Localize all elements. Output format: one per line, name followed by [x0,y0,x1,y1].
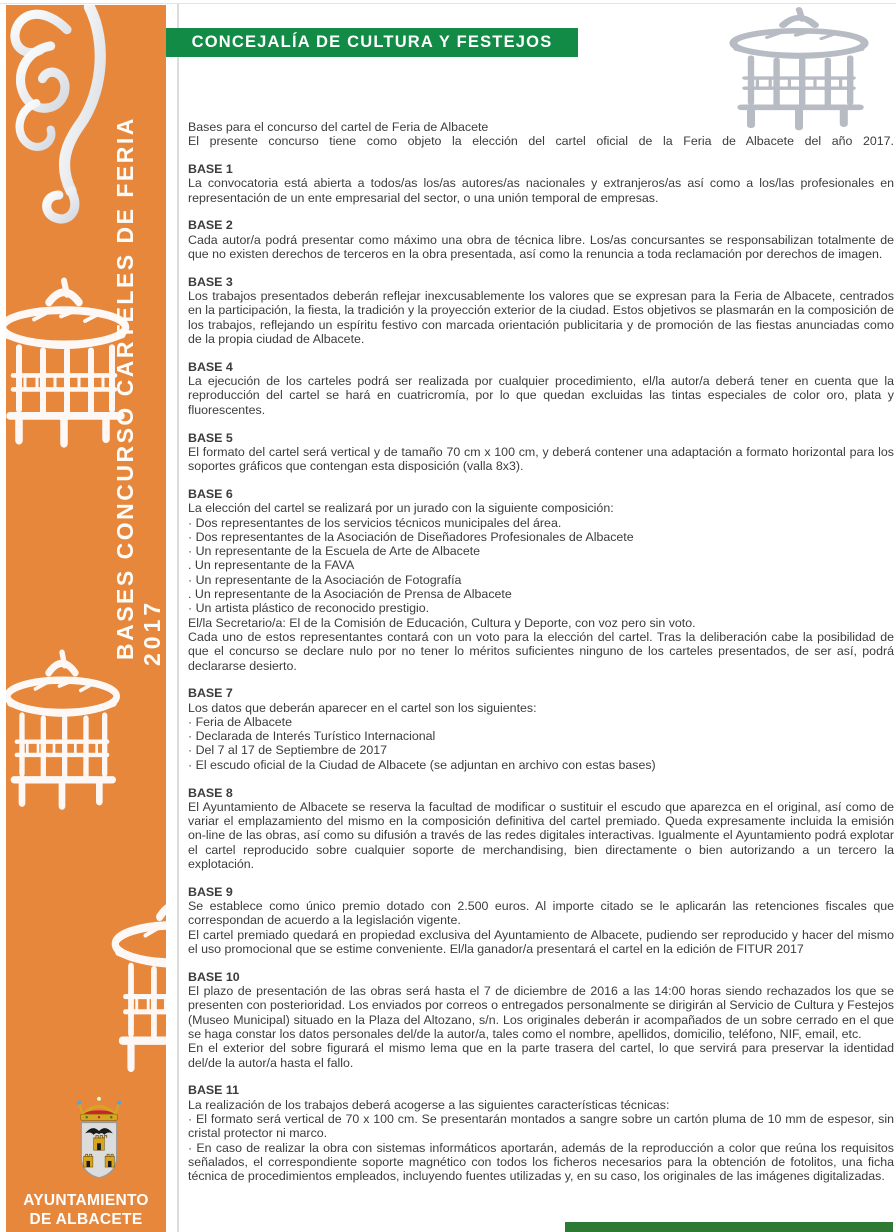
organization-name-line1: AYUNTAMIENTO [23,1192,149,1209]
section-heading: BASE 2 [188,218,233,233]
document-section [188,360,894,417]
paragraph: El Ayuntamiento de Albacete se reserva la facultad de modificar o sustituir el escudo que aparezca en el original, así como de variar el emplazamiento del mismo en la composición definitiva del cartel premiado. Queda expresamente incluida la emisión on-line de las obras, así como su difusión a través de las redes digitales interactivas. Igualmente el Ayuntamiento podrá explotar el cartel reproducido sobre cualquier soporte de merchandising, bien directamente o bien autorizando a un tercero la explotación. [188,799,894,872]
paragraph: · Dos representantes de la Asociación de Diseñadores Profesionales de Albacete [188,529,634,544]
paragraph: · Declarada de Interés Turístico Internacional [188,729,436,744]
document-section [188,275,894,346]
paragraph: El cartel premiado quedará en propiedad exclusiva del Ayuntamiento de Albacete, pudiendo ser reproducido y hacer del mismo el uso promocional que se estime conveniente. El/la ganador/a presentará el cartel en la edición de FITUR 2017 [188,927,894,957]
document-section [188,885,894,956]
organization-name [6,1191,166,1229]
section-heading: BASE 1 [188,162,233,177]
document-content [188,120,894,1184]
section-heading: BASE 4 [188,359,233,374]
paragraph: La ejecución de los carteles podrá ser realizada por cualquier procedimiento, el/la autor/a deberá tener en cuenta que la reproducción del cartel se hará en cuatricromía, por lo que quedan excluidas las tintas especiales de color oro, plata y fluorescentes. [188,374,894,417]
paragraph: En el exterior del sobre figurará el mismo lema que en la parte trasera del cartel, lo que servirá para preservar la identidad del/de la autor/a hasta el fallo. [188,1041,894,1070]
document-section [188,1083,894,1183]
section-heading: BASE 9 [188,884,233,899]
section-heading: BASE 6 [188,486,233,501]
page-top-border [0,3,896,4]
paragraph: · Un representante de la Asociación de Fotografía [188,572,462,587]
paragraph: . Un representante de la Asociación de Prensa de Albacete [188,587,512,602]
gazebo-sketch-icon [88,888,166,1078]
footer-bar [565,1222,893,1232]
paragraph: · Del 7 al 17 de Septiembre de 2017 [188,743,388,758]
document-section [188,431,894,474]
section-heading: BASE 3 [188,274,233,289]
sidebar-separator-line [177,4,179,1232]
paragraph: Se establece como único premio dotado con 2.500 euros. Al importe citado se le aplicarán las retenciones fiscales que correspondan de acuerdo a la legislación vigente. [188,899,894,928]
document-section [188,487,894,673]
paragraph: El/la Secretario/a: El de la Comisión de Educación, Cultura y Deporte, con voz pero sin voto. [188,615,696,630]
gazebo-sketch-icon [703,6,895,132]
sidebar-vertical-title: BASES CONCURSO CARTELES DE FERIA [112,116,138,660]
paragraph: · Feria de Albacete [188,714,293,729]
paragraph: · Un artista plástico de reconocido prestigio. [188,601,430,616]
paragraph: Cada autor/a podrá presentar como máximo una obra de técnica libre. Los/as concursantes se responsabilizan totalmente de que no existen derechos de terceros en la obra presentada, así como la renuncia a toda reclamación por derechos de imagen. [188,232,894,262]
sidebar-vertical-year: 2017 [139,598,165,666]
intro-line: El presente concurso tiene como objeto la elección del cartel oficial de la Feria de Albacete del año 2017. [188,134,894,149]
section-heading: BASE 7 [188,686,233,701]
sections [188,162,894,1183]
paragraph: El formato del cartel será vertical y de tamaño 70 cm x 100 cm, y deberá contener una adaptación a formato horizontal para los soportes gráficos que contengan esta disposición (valla 8x3). [188,444,894,474]
paragraph: · El escudo oficial de la Ciudad de Albacete (se adjuntan en archivo con estas bases) [188,757,656,772]
organization-name-line2: DE ALBACETE [29,1211,143,1228]
paragraph: Cada uno de estos representantes contará con un voto para la elección del cartel. Tras la deliberación cabe la posibilidad de que el concurso se declare nulo por no tener lo méritos suficientes ninguno de los carteles presentados, de ser así, podrá declararse desierto. [188,629,894,673]
document-section [188,786,894,872]
gazebo-sketch-icon [6,648,142,812]
document-section [188,218,894,261]
paragraph: · Un representante de la Escuela de Arte de Albacete [188,544,481,559]
paragraph: · En caso de realizar la obra con sistemas informáticos aportarán, además de la reproducción a color que reúna los requisitos señalados, el correspondiente soporte magnético con todos los ficheros necesarios para la obtención de fotolitos, una ficha técnica de procedimientos empleados, incluyendo fuentes utilizadas y, en su caso, los originales de las imágenes digitalizadas. [188,1140,894,1184]
document-section [188,686,894,772]
document-section [188,970,894,1070]
section-heading: BASE 8 [188,785,233,800]
paragraph: Los trabajos presentados deberán reflejar inexcusablemente los valores que se expresan para la Feria de Albacete, centrados en la participación, la fiesta, la tradición y la proyección exterior de la ciudad. Estos objetivos se plasmarán en la composición de los trabajos, reflejando un espíritu festivo con marcada orientación publicitaria y de promoción de las fiestas anunciadas como de la propia ciudad de Albacete. [188,289,894,347]
header-title: CONCEJALÍA DE CULTURA Y FESTEJOS [191,33,553,51]
paragraph: Los datos que deberán aparecer en el cartel son los siguientes: [188,700,537,715]
paragraph: . Un representante de la FAVA [188,558,355,573]
paragraph: La convocatoria está abierta a todos/as los/as autores/as nacionales y extranjeros/as así como a los/las profesionales en representación de un ente empresarial del sector, o una unión temporal de empresas. [188,176,894,205]
paragraph: · El formato será vertical de 70 x 100 cm. Se presentarán montados a sangre sobre un cartón pluma de 10 mm de espesor, sin cristal protector ni marco. [188,1112,894,1141]
section-heading: BASE 10 [188,969,240,984]
paragraph: La elección del cartel se realizará por un jurado con la siguiente composición: [188,501,614,516]
paragraph: · Dos representantes de los servicios técnicos municipales del área. [188,515,562,530]
header-bar [166,28,578,57]
paragraph: La realización de los trabajos deberá acogerse a las siguientes características técnicas: [188,1097,670,1112]
document-section [188,162,894,205]
intro-line: Bases para el concurso del cartel de Feria de Albacete [188,120,489,134]
section-heading: BASE 11 [188,1083,239,1098]
section-heading: BASE 5 [188,430,233,445]
albacete-coat-of-arms [58,1095,140,1187]
paragraph: El plazo de presentación de las obras será hasta el 7 de diciembre de 2016 a las 14:00 horas siendo rechazados los que se presenten con posterioridad. Los enviados por correos o entregados personalmente se dirigirán al Servicio de Cultura y Festejos (Museo Municipal) situado en la Plaza del Altozano, s/n. Los originales deberán ir acompañados de un sobre cerrado en el que se haga constar los datos personales del/de la autor/a, tales como el nombre, apellidos, domicilio, teléfono, NIF, email, etc. [188,984,894,1042]
